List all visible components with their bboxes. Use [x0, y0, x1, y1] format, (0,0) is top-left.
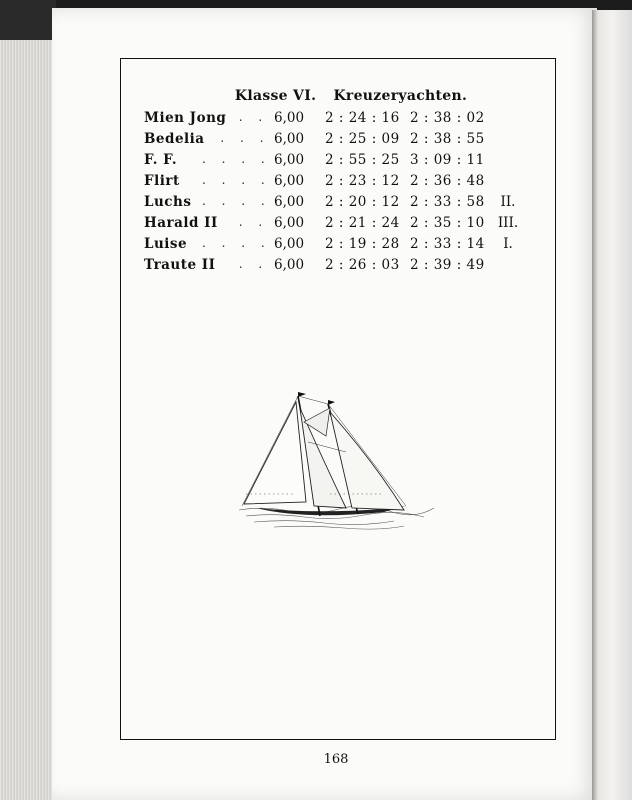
- klasse-value: 6,00: [274, 215, 305, 231]
- time-corrected: 2 : 38 : 55: [410, 131, 485, 147]
- klasse-value: 6,00: [274, 194, 305, 210]
- yacht-name: Traute II: [144, 257, 216, 273]
- time-sailed: 2 : 26 : 03: [325, 257, 400, 273]
- time-sailed: 2 : 19 : 28: [325, 236, 400, 252]
- klasse-value: 6,00: [274, 152, 305, 168]
- table-row: [0, 236, 632, 257]
- table-row: [0, 194, 632, 215]
- time-corrected: 2 : 33 : 58: [410, 194, 485, 210]
- klasse-value: 6,00: [274, 131, 305, 147]
- time-corrected: 2 : 33 : 14: [410, 236, 485, 252]
- leader-dots: . . . .: [202, 236, 271, 250]
- book-shadow: [0, 0, 56, 40]
- yacht-name: Luise: [144, 236, 188, 252]
- time-sailed: 2 : 24 : 16: [325, 110, 400, 126]
- leader-dots: . .: [238, 110, 269, 124]
- time-sailed: 2 : 25 : 09: [325, 131, 400, 147]
- yacht-name: Flirt: [144, 173, 180, 189]
- table-heading: [0, 88, 632, 104]
- time-sailed: 2 : 21 : 24: [325, 215, 400, 231]
- leader-dots: . . .: [220, 131, 270, 145]
- leader-dots: . .: [238, 215, 269, 229]
- time-sailed: 2 : 55 : 25: [325, 152, 400, 168]
- time-corrected: 3 : 09 : 11: [410, 152, 485, 168]
- klasse-value: 6,00: [274, 110, 305, 126]
- time-corrected: 2 : 35 : 10: [410, 215, 485, 231]
- schooner-illustration: [234, 382, 439, 532]
- page-number: 168: [323, 752, 349, 767]
- heading-kategorie: Kreuzeryachten.: [333, 88, 468, 104]
- table-row: [0, 215, 632, 236]
- leader-dots: . . . .: [202, 152, 271, 166]
- yacht-name: Harald II: [144, 215, 218, 231]
- yacht-name: F. F.: [144, 152, 178, 168]
- time-corrected: 2 : 36 : 48: [410, 173, 485, 189]
- heading-klasse: Klasse VI.: [234, 88, 317, 104]
- time-corrected: 2 : 39 : 49: [410, 257, 485, 273]
- klasse-value: 6,00: [274, 173, 305, 189]
- table-row: [0, 173, 632, 194]
- yacht-name: Bedelia: [144, 131, 205, 147]
- time-sailed: 2 : 20 : 12: [325, 194, 400, 210]
- klasse-value: 6,00: [274, 257, 305, 273]
- table-row: [0, 257, 632, 278]
- table-row: [0, 110, 632, 131]
- placement: III.: [497, 215, 519, 231]
- placement: I.: [503, 236, 513, 252]
- leader-dots: . .: [238, 257, 269, 271]
- leader-dots: . . . .: [202, 194, 271, 208]
- table-row: [0, 152, 632, 173]
- klasse-value: 6,00: [274, 236, 305, 252]
- yacht-name: Luchs: [144, 194, 192, 210]
- table-row: [0, 131, 632, 152]
- time-sailed: 2 : 23 : 12: [325, 173, 400, 189]
- placement: II.: [500, 194, 516, 210]
- yacht-name: Mien Jong: [144, 110, 227, 126]
- leader-dots: . . . .: [202, 173, 271, 187]
- time-corrected: 2 : 38 : 02: [410, 110, 485, 126]
